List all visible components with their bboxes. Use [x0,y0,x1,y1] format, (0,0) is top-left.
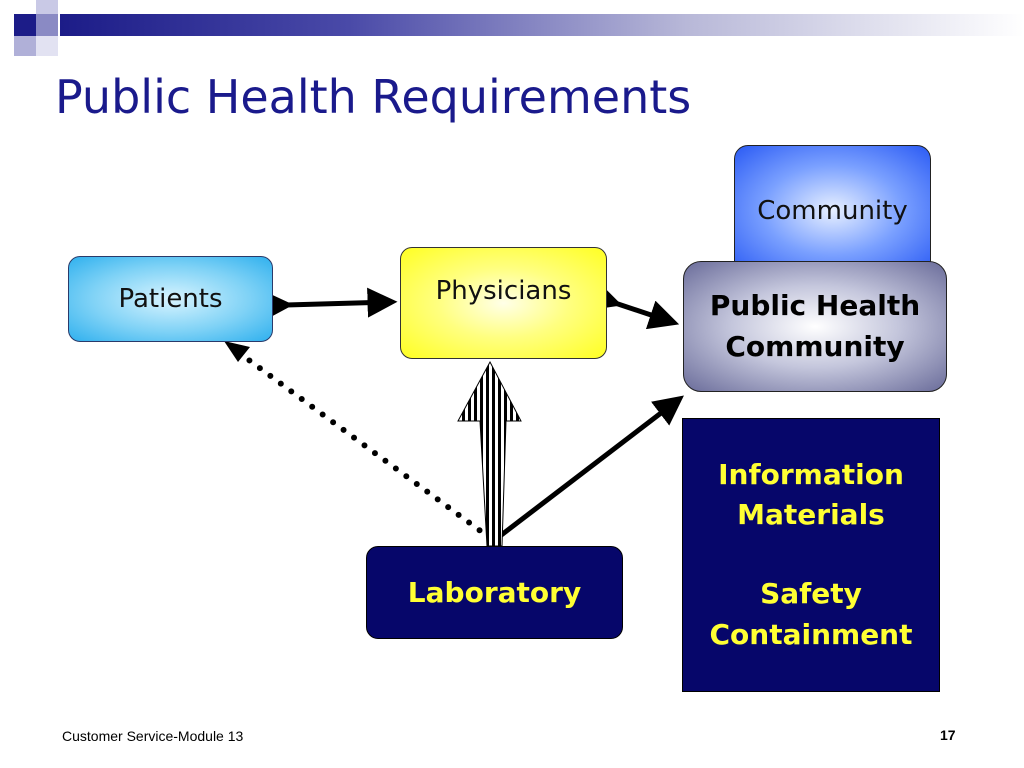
public-health-community-label: Community [725,329,905,363]
information-panel [682,418,940,692]
laboratory-patients-dotted-arrow [238,352,490,538]
community-node [734,145,931,275]
physicians-label: Physicians [435,276,572,306]
materials-label: Materials [737,498,885,532]
patients-physicians-arrow [286,302,390,305]
information-label: Information [718,457,904,491]
dotted-arrow-head [224,341,250,362]
footer-text: Customer Service-Module 13 [62,728,244,744]
page-title: Public Health Requirements [55,70,692,124]
community-label: Community [757,196,908,226]
patients-node [68,256,273,342]
laboratory-node [366,546,623,639]
patients-label: Patients [118,284,223,314]
safety-label: Safety [760,577,862,610]
laboratory-publichealth-arrow [500,400,678,536]
physicians-publichealth-arrow [615,303,672,322]
page-number: 17 [940,727,956,743]
public-health-community-node [683,261,947,392]
laboratory-physicians-block-arrow [458,362,521,546]
containment-label: Containment [709,617,913,651]
laboratory-label: Laboratory [407,576,582,609]
physicians-node [400,247,607,359]
public-health-label: Public Health [709,288,921,322]
